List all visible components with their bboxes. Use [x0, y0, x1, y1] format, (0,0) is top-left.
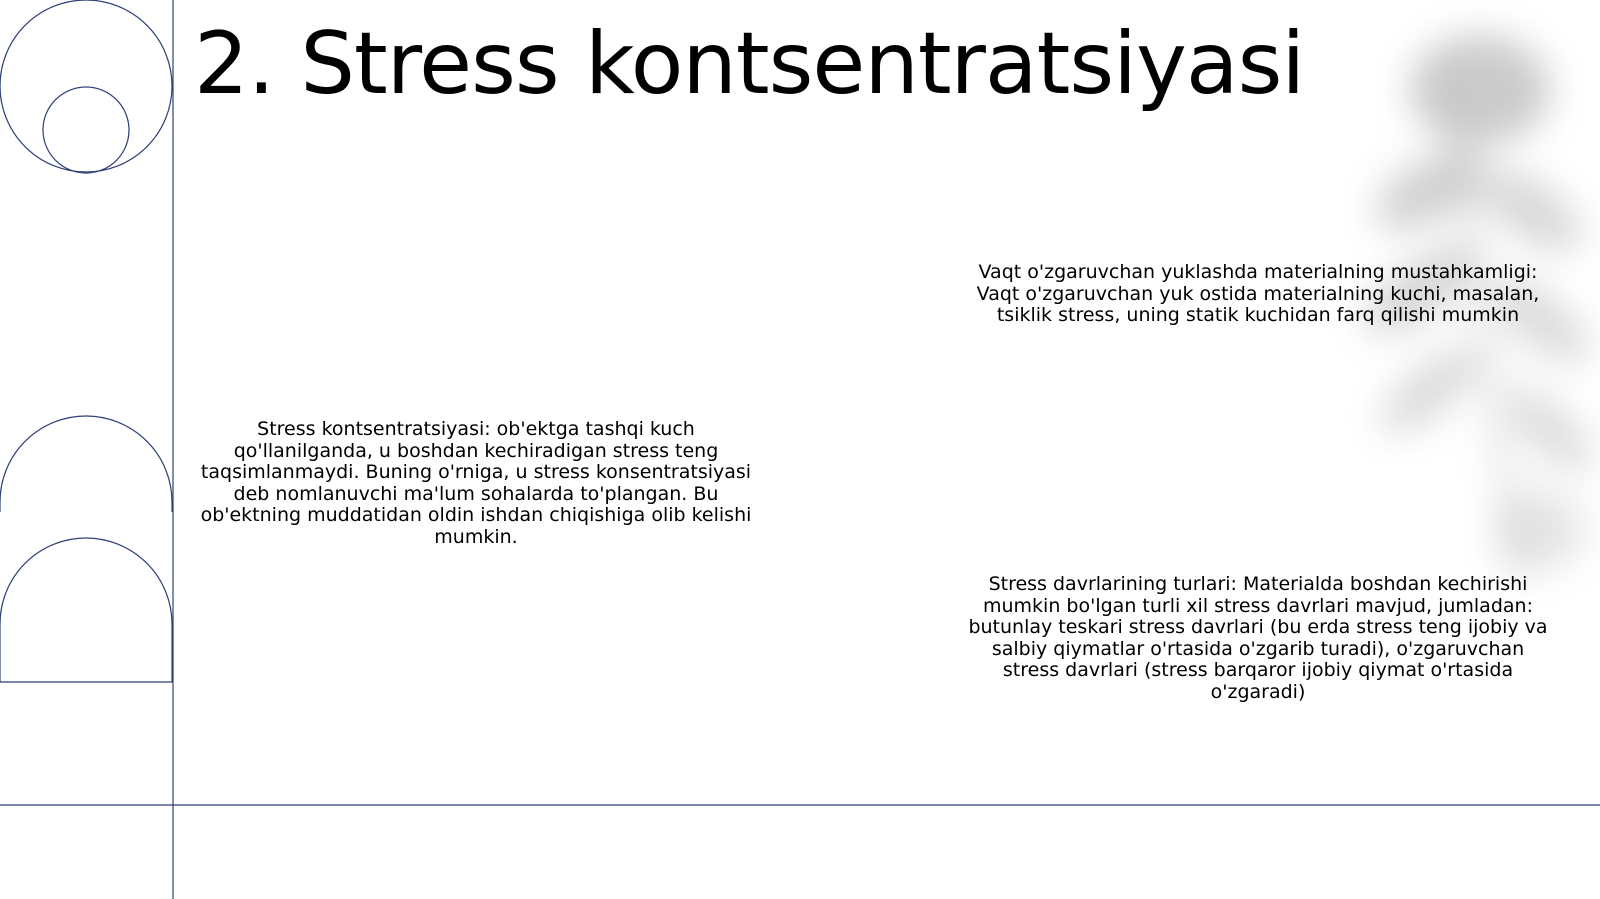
slide-title: 2. Stress kontsentratsiyasi [194, 14, 1305, 114]
text-block-stress-cycles: Stress davrlarining turlari: Materialda boshdan kechirishi mumkin bo'lgan turli xil stress davrlari mavjud, jumladan: butunlay teskari stress davrlari (bu erda stress teng ijobiy va salbiy qiymatlar o'rtasida o'zgarib turadi), o'zgaruvchan stress davrlari (stress barqaror ijobiy qiymat o'rtasida o'zgaradi) [968, 573, 1548, 703]
small-circle [43, 87, 129, 173]
large-circle [0, 0, 172, 172]
lower-arch [0, 538, 172, 682]
text-block-stress-concentration: Stress kontsentratsiyasi: ob'ektga tashqi kuch qo'llanilganda, u boshdan kechiradigan stress teng taqsimlanmaydi. Buning o'rniga, u stress konsentratsiyasi deb nomlanuvchi ma'lum sohalarda to'plangan. Bu ob'ektning muddatidan oldin ishdan chiqishiga olib kelishi mumkin. [200, 418, 752, 548]
upper-arch [0, 416, 172, 512]
text-block-time-varying-load: Vaqt o'zgaruvchan yuklashda materialning mustahkamligi: Vaqt o'zgaruvchan yuk ostida materialning kuchi, masalan, tsiklik stress, uning statik kuchidan farq qilishi mumkin [976, 261, 1540, 326]
